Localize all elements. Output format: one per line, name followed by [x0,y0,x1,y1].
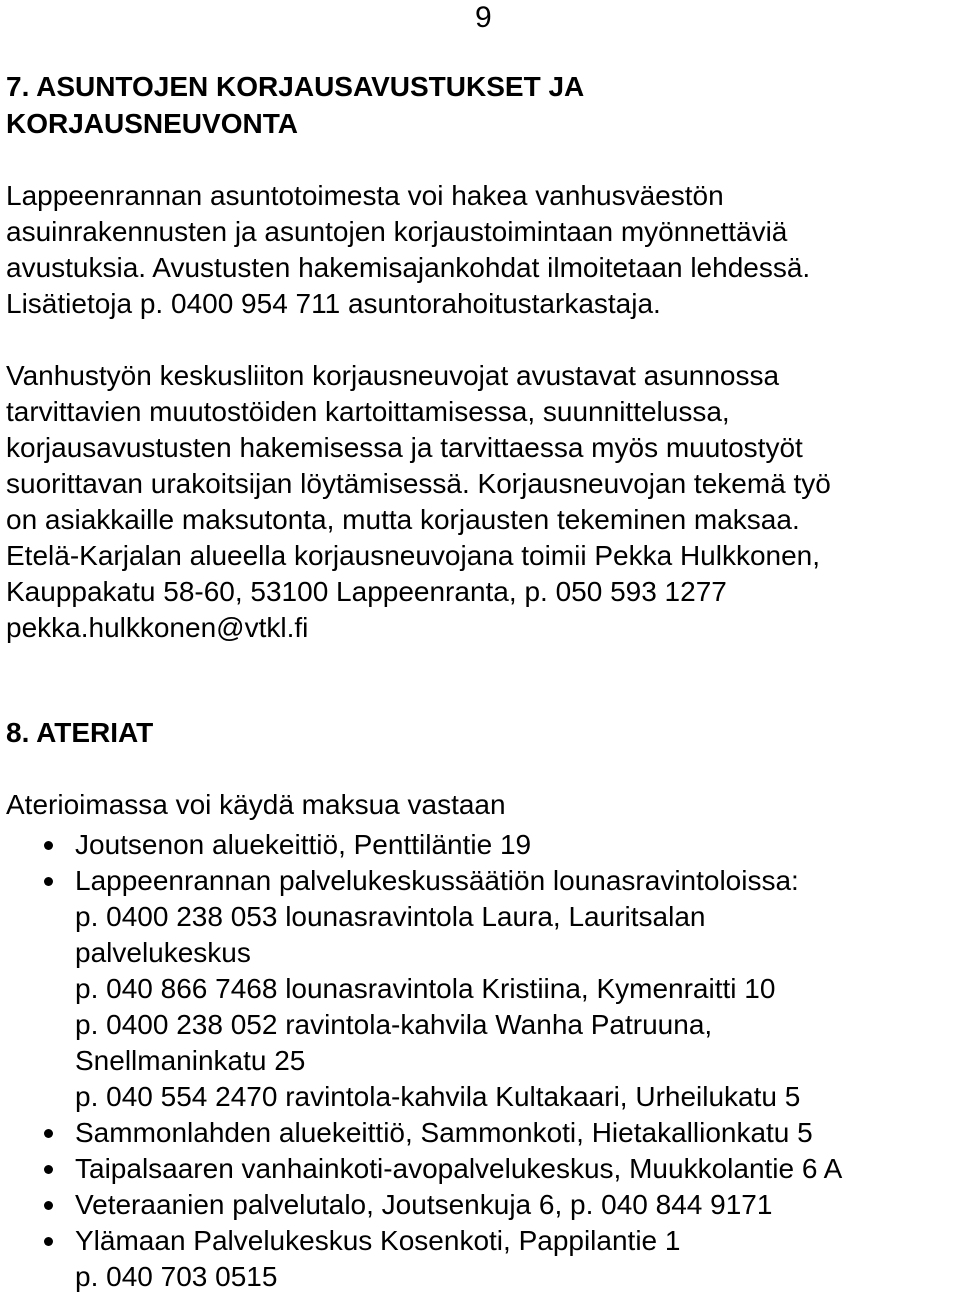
section-7-paragraph-2 [6,358,954,646]
text-line: avustuksia. Avustusten hakemisajankohdat ilmoitetaan lehdessä. [6,252,811,283]
item-line: p. 040 866 7468 lounasravintola Kristiina, Kymenraitti 10 [75,973,776,1004]
text-line: asuinrakennusten ja asuntojen korjaustoimintaan myönnettäviä [6,216,788,247]
bullet-icon [44,877,53,886]
section-7-heading [6,68,954,142]
text-line: Vanhustyön keskusliiton korjausneuvojat avustavat asunnossa [6,360,780,391]
list-item [6,863,954,1115]
paragraph [6,178,954,322]
section-8-intro [6,787,954,823]
text-line: on asiakkaille maksutonta, mutta korjausten tekeminen maksaa. [6,504,800,535]
text-line: Lappeenrannan asuntotoimesta voi hakea vanhusväestön [6,180,724,211]
bullet-icon [44,841,53,850]
item-line: p. 040 703 0515 [75,1261,278,1292]
section-7 [6,68,954,142]
list-item [6,1115,954,1151]
bullet-icon [44,1165,53,1174]
bullet-icon [44,1201,53,1210]
text-line: Lisätietoja p. 0400 954 711 asuntorahoitustarkastaja. [6,288,661,319]
text-line: Etelä-Karjalan alueella korjausneuvojana toimii Pekka Hulkkonen, [6,540,821,571]
restaurant-list [6,827,954,1295]
list-item [6,827,954,863]
page-number: 9 [475,1,492,34]
text-line: tarvittavien muutostöiden kartoittamisessa, suunnittelussa, [6,396,730,427]
bullet-icon [44,1129,53,1138]
list-item [6,1187,954,1223]
section-8 [6,714,954,751]
item-line: Sammonlahden aluekeittiö, Sammonkoti, Hietakallionkatu 5 [75,1117,813,1148]
section-8-heading: 8. ATERIAT [6,717,154,748]
item-line: p. 0400 238 052 ravintola-kahvila Wanha Patruuna, [75,1009,713,1040]
intro-text: Aterioimassa voi käydä maksua vastaan [6,789,506,820]
item-line: Snellmaninkatu 25 [75,1045,306,1076]
item-line: p. 0400 238 053 lounasravintola Laura, Lauritsalan [75,901,706,932]
section-7-paragraph-1 [6,178,954,322]
list-item [6,1151,954,1187]
heading-line: 7. ASUNTOJEN KORJAUSAVUSTUKSET JA [6,71,585,102]
item-line: Taipalsaaren vanhainkoti-avopalvelukeskus, Muukkolantie 6 A [75,1153,843,1184]
section-8-list [6,827,954,1295]
item-line: Joutsenon aluekeittiö, Penttiläntie 19 [75,829,532,860]
item-line: Veteraanien palvelutalo, Joutsenkuja 6, p. 040 844 9171 [75,1189,773,1220]
text-line: Kauppakatu 58-60, 53100 Lappeenranta, p. 050 593 1277 [6,576,727,607]
bullet-icon [44,1237,53,1246]
text-line: korjausavustusten hakemisessa ja tarvittaessa myös muutostyöt [6,432,803,463]
item-line: Lappeenrannan palvelukeskussäätiön lounasravintoloissa: [75,865,799,896]
text-line: suorittavan urakoitsijan löytämisessä. Korjausneuvojan tekemä työ [6,468,831,499]
paragraph [6,358,954,646]
email-address: pekka.hulkkonen@vtkl.fi [6,612,309,643]
item-line: Ylämaan Palvelukeskus Kosenkoti, Pappilantie 1 [75,1225,681,1256]
heading-line: KORJAUSNEUVONTA [6,108,298,139]
item-line: palvelukeskus [75,937,251,968]
item-line: p. 040 554 2470 ravintola-kahvila Kultakaari, Urheilukatu 5 [75,1081,801,1112]
list-item [6,1223,954,1295]
